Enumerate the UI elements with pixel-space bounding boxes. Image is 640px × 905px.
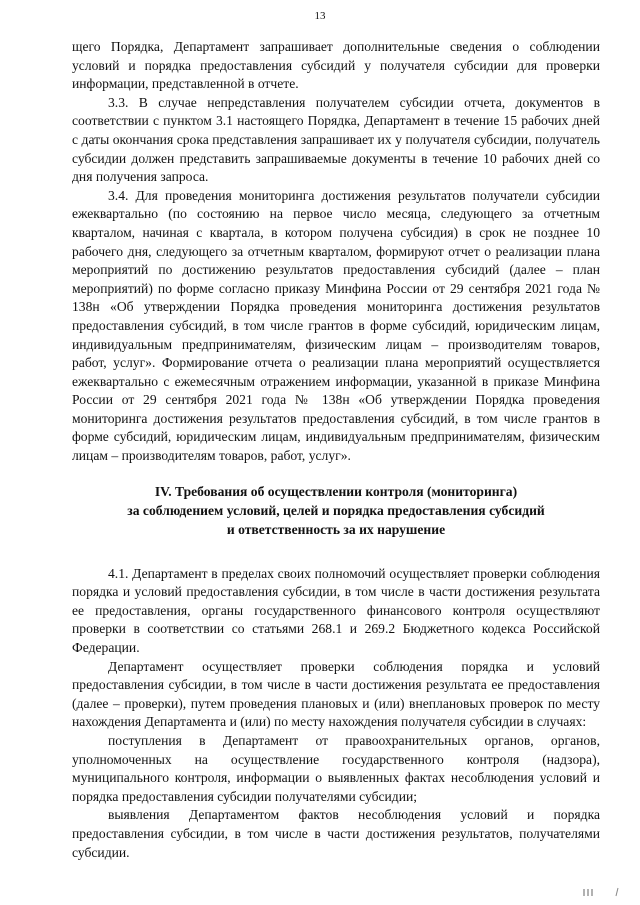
paragraph-3-4: 3.4. Для проведения мониторинга достижения результатов получатели субсидии ежеквартально (по состоянию на первое число месяца, следующего за отчетным кварталом, начиная с квартала, в котором получена субсидия) в срок не позднее 10 рабочего дня, следующего за отчетным кварталом, формируют отчет о реализации плана мероприятий по достижению результатов предоставления субсидий (далее – план мероприятий) по форме согласно приказу Минфина России от 29 сентября 2021 года № 138н «Об утверждении Порядка проведения мониторинга достижения результатов предоставления субсидий, в том числе грантов в форме субсидий, юридическим лицам, индивидуальным предпринимателям, физическим лицам – производителям товаров, работ, услуг». Формирование отчета о реализации плана мероприятий осуществляется ежеквартально с ежемесячным отражением информации, указанной в приказе Минфина России от 29 сентября 2021 года № 138н «Об утверждении Порядка проведения мониторинга достижения результатов предоставления субсидий, в том числе грантов в форме субсидий, юридическим лицам, индивидуальным предпринимателям, физическим лицам – производителям товаров, работ, услуг». <box>72 187 600 464</box>
page-number: 13 <box>314 10 326 22</box>
section-heading-line-1: IV. Требования об осуществлении контроля (мониторинга) <box>154 483 518 499</box>
paragraph-continuation: щего Порядка, Департамент запрашивает дополнительные сведения о соблюдении условий и порядка предоставления субсидий у получателя субсидии для проверки информации, представленной в отчете. <box>72 39 600 92</box>
paragraph-inspections: Департамент осуществляет проверки соблюдения порядка и условий предоставления субсидии, в том числе в части достижения результата ее предоставления (далее – проверки), путем проведения плановых и (или) внеплановых проверок по месту нахождения Департамента и (или) по месту нахождения получателя субсидии в случаях: <box>72 658 600 730</box>
section-heading-line-3: и ответственность за их нарушение <box>226 521 446 537</box>
document-body <box>72 38 600 862</box>
paragraph-4-1: 4.1. Департамент в пределах своих полномочий осуществляет проверки соблюдения порядка и условий предоставления субсидии, в том числе в части достижения результата ее предоставления, органы государственного финансового контроля осуществляют проверки в соответствии со статьями 268.1 и 269.2 Бюджетного кодекса Российской Федерации. <box>72 565 600 656</box>
scan-artifact-marks <box>582 887 622 899</box>
section-heading-line-2: за соблюдением условий, целей и порядка предоставления субсидий <box>127 502 545 518</box>
paragraph-case-detection: выявления Департаментом фактов несоблюдения условий и порядка предоставления субсидии, в том числе в части достижения результатов, получателями субсидии. <box>72 807 600 860</box>
scan-tick-icon <box>582 887 622 897</box>
section-heading <box>72 482 600 539</box>
paragraph-case-receipt: поступления в Департамент от правоохранительных органов, органов, уполномоченных на осуществление государственного контроля (надзора), муниципального контроля, информации о выявленных фактах несоблюдения условий и порядка предоставления субсидии получателями субсидии; <box>72 733 600 804</box>
paragraph-3-3: 3.3. В случае непредставления получателем субсидии отчета, документов в соответствии с пунктом 3.1 настоящего Порядка, Департамент в течение 15 рабочих дней с даты окончания срока представления запрашивает их у получателя субсидии, получатель субсидии должен представить запрашиваемые документы в течение 10 рабочих дней со дня получения запроса. <box>72 94 600 185</box>
